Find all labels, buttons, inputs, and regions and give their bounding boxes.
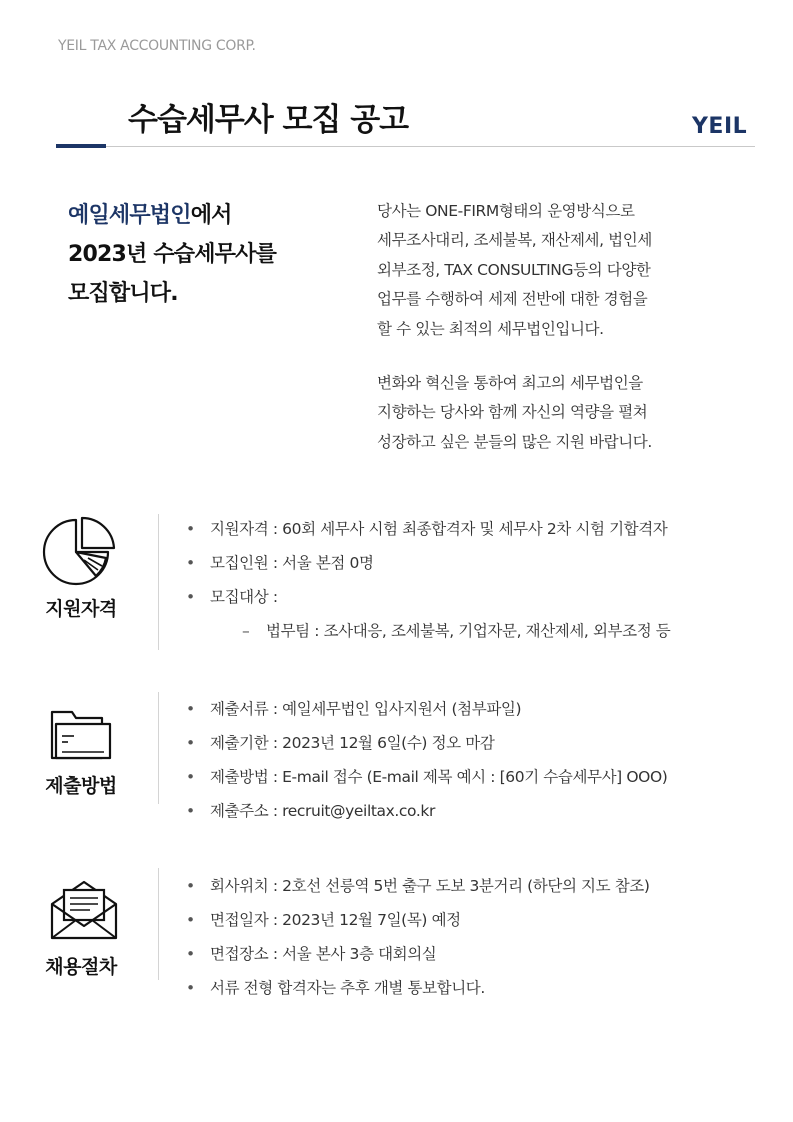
list-item: • 지원자격 : 60회 세무사 시험 최종합격자 및 세무사 2차 시험 기합격자	[186, 512, 670, 546]
list-item: • 모집인원 : 서울 본점 0명	[186, 546, 670, 580]
list-item: • 제출서류 : 예일세무법인 입사지원서 (첨부파일)	[186, 692, 667, 726]
headline	[68, 196, 358, 313]
header-accent-bar	[56, 144, 106, 148]
section-divider	[158, 692, 159, 804]
pie-chart-icon	[40, 514, 120, 586]
intro-line: 외부조정, TAX CONSULTING등의 다양한	[377, 260, 651, 279]
list-item: • 제출기한 : 2023년 12월 6일(수) 정오 마감	[186, 726, 667, 760]
submission-list	[186, 692, 667, 828]
process-list	[186, 869, 650, 1005]
intro-paragraph-1	[377, 197, 722, 344]
list-item: • 면접일자 : 2023년 12월 7일(목) 예정	[186, 903, 650, 937]
envelope-letter-icon	[44, 878, 124, 950]
header-divider	[56, 146, 755, 147]
intro-paragraph-2	[377, 369, 722, 457]
section-label-process: 채용절차	[45, 956, 117, 978]
intro-line: 업무를 수행하여 세제 전반에 대한 경험을	[377, 290, 648, 309]
page-title: 수습세무사 모집 공고	[128, 102, 409, 138]
section-label-submission: 제출방법	[45, 775, 117, 797]
folder-icon	[42, 702, 122, 774]
section-label-qualification: 지원자격	[45, 598, 117, 620]
headline-accent: 예일세무법인	[68, 203, 191, 228]
intro-line: 변화와 혁신을 통하여 최고의 세무법인을	[377, 374, 643, 392]
section-divider	[158, 514, 159, 650]
company-name: YEIL TAX ACCOUNTING CORP.	[58, 38, 256, 54]
qualification-list	[186, 512, 670, 648]
headline-line-2: 2023년 수습세무사를	[68, 242, 277, 267]
section-divider	[158, 868, 159, 980]
headline-line-1	[68, 196, 358, 235]
list-item: • 회사위치 : 2호선 선릉역 5번 출구 도보 3분거리 (하단의 지도 참조)	[186, 869, 650, 903]
brand-logo: YEIL	[692, 114, 748, 139]
list-item: • 제출방법 : E-mail 접수 (E-mail 제목 예시 : [60기 수습세무사] OOO)	[186, 760, 667, 794]
intro-line: 세무조사대리, 조세불복, 재산제세, 법인세	[377, 231, 652, 250]
headline-line-3: 모집합니다.	[68, 281, 178, 306]
list-item: • 서류 전형 합격자는 추후 개별 통보합니다.	[186, 971, 650, 1005]
list-item: • 면접장소 : 서울 본사 3층 대회의실	[186, 937, 650, 971]
headline-line-1-rest: 에서	[190, 203, 232, 228]
intro-line: 지향하는 당사와 함께 자신의 역량을 펼쳐	[377, 403, 648, 422]
intro-line: 할 수 있는 최적의 세무법인입니다.	[377, 319, 604, 338]
list-item: • 제출주소 : recruit@yeiltax.co.kr	[186, 794, 667, 828]
list-item: • 모집대상 :	[186, 580, 670, 614]
intro-line: 당사는 ONE-FIRM형태의 운영방식으로	[377, 202, 635, 220]
intro-line: 성장하고 싶은 분들의 많은 지원 바랍니다.	[377, 432, 652, 451]
sub-list-item: – 법무팀 : 조사대응, 조세불복, 기업자문, 재산제세, 외부조정 등	[186, 614, 670, 648]
